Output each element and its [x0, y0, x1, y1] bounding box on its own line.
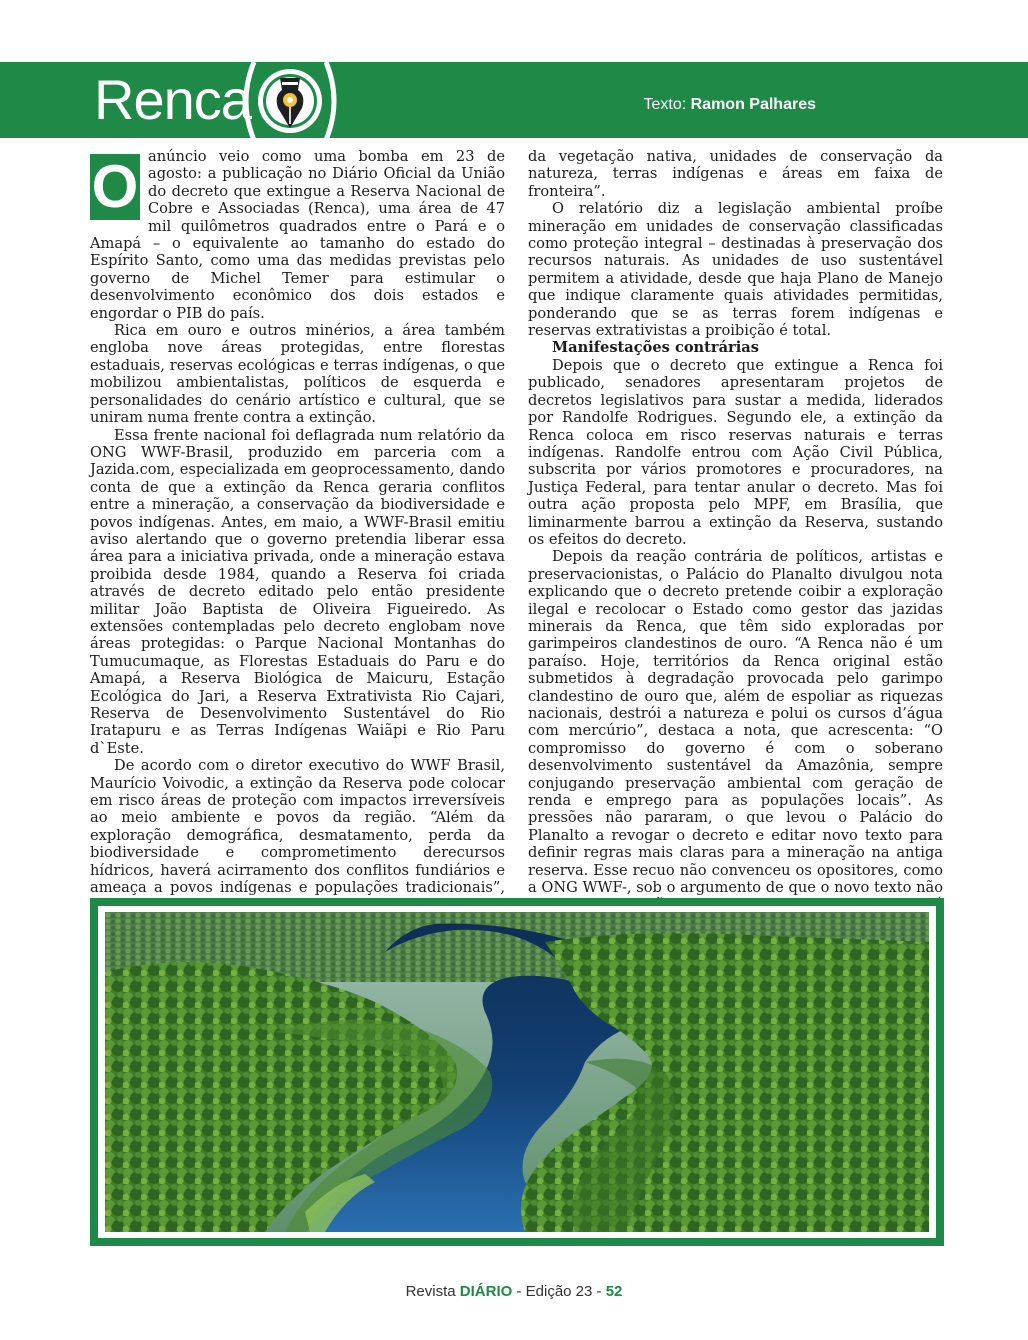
footer-brand: DIÁRIO	[459, 1283, 513, 1300]
subheading: Manifestações contrárias	[552, 339, 759, 357]
article-left-column	[90, 148, 505, 966]
photo-frame	[90, 898, 944, 1246]
footer-separator: -	[592, 1283, 606, 1300]
footer-edition: Edição 23	[525, 1283, 593, 1300]
page-number: 52	[605, 1283, 623, 1300]
fountain-pen-icon	[236, 56, 344, 146]
section-title: Renca	[94, 68, 251, 131]
paragraph: Rica em ouro e outros minérios, a área também engloba nove áreas protegidas, entre florestas estaduais, reservas ecológicas e terras indígenas, o que mobilizou ambientalistas, políticos de esquerda e personalidades do cenário artístico e cultural, que se uniram numa frente contra a extinção.	[90, 322, 505, 427]
paragraph: Depois da reação contrária de políticos, artistas e preservacionistas, o Palácio do Planalto divulgou nota explicando que o decreto pretende coibir a exploração ilegal e recolocar o Estado como gestor das jazidas minerais da Renca, que têm sido exploradas por garimpeiros clandestinos de ouro. “A Renca não é um paraíso. Hoje, territórios da Renca original estão submetidos à degradação provocada pelo garimpo clandestino de ouro que, além de espoliar as riquezas nacionais, destrói a natureza e polui os cursos d’água com mercúrio”, destaca a nota, que acrescenta: “O compromisso do governo é com o soberano desenvolvimento sustentável da Amazônia, sempre conjugando preservação ambiental com geração de renda e emprego para as populações locais”. As pressões não pararam, o que levou o Palácio do Planalto a revogar o decreto e editar novo texto para definir regras mais claras para a mineração na antiga reserva. Esse recuo não convenceu os opositores, como a ONG WWF-, sob o argumento de que o novo texto não	[528, 548, 943, 897]
drop-cap: O	[91, 153, 139, 220]
paragraph: De acordo com o diretor executivo do WWF Brasil, Maurício Voivodic, a extinção da Reserva pode colocar em risco áreas de proteção com impactos irreversíveis ao meio ambiente e povos da região. “Além da exploração demográfica, desmatamento, perda da biodiversidade e comprometimento derecursos hídricos, haverá acirramento dos conflitos fundiários e ameaça a povos indígenas e populações tradicionais”,	[90, 757, 505, 897]
paragraph: anúncio veio como uma bomba em 23 de agosto: a publicação no Diário Oficial da União do decreto que extingue a Reserva Nacional de Cobre e Associadas (Renca), uma área de 47 mil quilômetros quadrados entre o Pará e o Amapá – o equivalente ao tamanho do estado do Espírito Santo, como uma das medidas previstas pelo governo de Michel Temer para estimular o desenvolvimento econômico dos dois estados e engordar o PIB do país.	[90, 148, 505, 322]
byline-prefix: Texto:	[643, 96, 687, 113]
amazon-river-photo	[105, 912, 929, 1232]
photo-mat	[98, 906, 936, 1238]
footer-separator: -	[512, 1283, 526, 1300]
byline	[643, 96, 816, 114]
paragraph: Essa frente nacional foi deflagrada num relatório da ONG WWF-Brasil, produzido em parceria com a Jazida.com, especializada em geoprocessamento, dando conta de que a extinção da Renca geraria conflitos entre a mineração, a conservação da biodiversidade e povos indígenas. Antes, em maio, a WWF-Brasil emitiu aviso alertando que o governo pretendia liberar essa área para a iniciativa privada, onde a mineração estava proibida desde 1984, quando a Reserva foi criada através de decreto editado pelo então presidente militar João Baptista de Oliveira Figueiredo. As extensões contempladas pelo decreto englobam nove áreas protegidas: o Parque Nacional Montanhas do Tumucumaque, as Florestas Estaduais do Paru e do Amapá, a Reserva Biológica de Maicuru, Estação Ecológica do Jari, a Reserva Extrativista Rio Cajari, Reserva de Desenvolvimento Sustentável do Rio Iratapuru e as Terras Indígenas Waiãpi e Rio Paru d`Este.	[90, 426, 505, 757]
paragraph: O relatório diz a legislação ambiental proíbe mineração em unidades de conservação classificadas como proteção integral – destinadas à preservação dos recursos naturais. As unidades de uso sustentável permitem a atividade, desde que haja Plano de Manejo que indique claramente quais atividades permitidas, ponderando que se as terras forem indígenas e reservas extrativistas a proibição é total.	[528, 200, 943, 340]
page-footer	[0, 1283, 1028, 1300]
byline-author: Ramon Palhares	[690, 96, 816, 113]
paragraph: da vegetação nativa, unidades de conservação da natureza, terras indígenas e áreas em faixa de fronteira”.	[528, 148, 943, 200]
footer-magazine: Revista	[405, 1283, 456, 1300]
paragraph: Depois que o decreto que extingue a Renca foi publicado, senadores apresentaram projetos de decretos legislativos para sustar a medida, liderados por Randolfe Rodrigues. Segundo ele, a extinção da Renca coloca em risco reservas naturais e terras indígenas. Randolfe entrou com Ação Civil Pública, subscrita por vários promotores e procuradores, na Justiça Federal, para tentar anular o decreto. Mas foi outra ação proposta pelo MPF, em Brasília, que liminarmente barrou a extinção da Reserva, sustando os efeitos do decreto.	[528, 356, 943, 548]
article-right-column	[528, 148, 943, 949]
